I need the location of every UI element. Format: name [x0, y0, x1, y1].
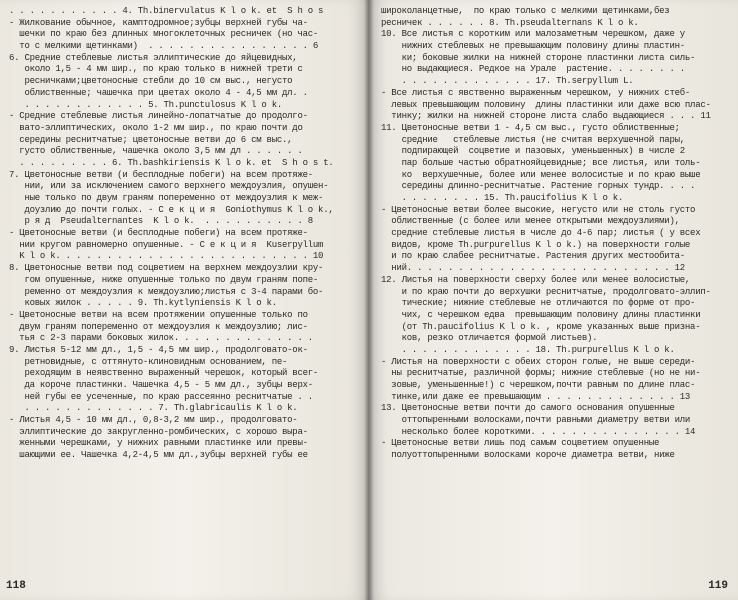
text-line: гом опушенные, ниже опушенные только по двум граням попе- [9, 274, 319, 285]
text-line: двум граням попеременно от междоузлия к междоузлию; лис- [9, 321, 308, 332]
right-page [369, 0, 738, 600]
text-line: нижних стеблевых не превышающим половину длины пластин- [381, 41, 685, 52]
text-line: 6. Средние стеблевые листья эллиптические до яйцевидных, [9, 52, 298, 63]
text-line: 9. Листья 5-12 мм дл., 1,5 - 4,5 мм шир., продолговато-ок- [9, 344, 308, 355]
text-line: . . . . . . . . . . . 4. Th.binervulatus K l o k. et S h o s [9, 6, 324, 16]
text-line: но выдающиеся. Редкое на Урале растение. . . . . . . . [381, 64, 685, 75]
text-line: нии кругом равномерно опушенные. - С е к ц и я Kuserpyllum [9, 239, 324, 250]
text-line: ны реснитчатые, различной формы; нижние стеблевые (но не ни- [381, 368, 701, 379]
text-line: ные только по двум граням попеременно от междоузлия к меж- [9, 193, 324, 203]
text-line: 8. Цветоносные ветви под соцветием на верхнем междоузлии кру- [9, 263, 324, 274]
text-line: (от Th.paucifolius K l o k. , кроме указанных выше призна- [381, 321, 701, 332]
text-line: полуоттопыренными волосками короче диаметра ветви, ниже [381, 450, 675, 461]
text-line: женными черешками, у нижних равными пластинке или превы- [9, 438, 308, 449]
text-line: нии, или за исключением самого верхнего междоузлия, опушен- [9, 181, 329, 192]
text-line: тья с 2-3 парами боковых жилок. . . . . . . . . . . . . . [9, 333, 313, 344]
text-line: густо облиственные, чашечка около 3,5 мм дл . . . . . . [9, 146, 303, 157]
text-line: 7. Цветоносные ветви (и бесплодные побеги) на всем протяже- [9, 169, 313, 180]
text-line: средние стеблевые листья (не считая верхушечной пары, [381, 134, 685, 145]
text-line: ретновидные, с оттянуто-клиновидным основанием, пе- [9, 356, 288, 367]
text-line: средние стеблевые листья в числе до 4-6 пар; листья ( у всех [381, 228, 701, 239]
left-page-number: 118 [6, 580, 26, 592]
text-line: ковых жилок . . . . . 9. Th.kytlyniensis K l o k. [9, 298, 277, 309]
text-line: то с мелкими щетинками) . . . . . . . . . . . . . . . . 6 [9, 41, 319, 52]
text-line: - Листья на поверхности с обеих сторон голые, не выше середи- [381, 356, 696, 367]
book-gutter [364, 0, 374, 600]
text-line: 10. Все листья с коротким или малозаметным черешком, даже у [381, 29, 685, 40]
text-line: несколько более короткими. . . . . . . . . . . . . . . 14 [381, 426, 696, 437]
text-line: широколанцетные, по краю только с мелкими щетинками,без [381, 6, 670, 16]
text-line: тинке,или даже ее превышающим . . . . . . . . . . . . . 13 [381, 391, 691, 402]
text-line: - Средние стеблевые листья линейно-лопатчатые до продолго- [9, 111, 308, 122]
text-line: ков, резко отличается формой листьев). [381, 333, 598, 344]
text-line: облиственные; чашечка при цветах около 4 - 4,5 мм дл. . [9, 87, 308, 98]
left-page-text [9, 6, 357, 462]
text-line: ней губы ее усеченные, по краю рассеянно реснитчатые . . [9, 391, 313, 402]
text-line: левых превышающим половину длины пластинки или даже всю плас- [381, 99, 711, 110]
text-line: - Все листья с явственно выраженным черешком, у нижних стеб- [381, 87, 691, 98]
text-line: ресничками;цветоносные стебли до 10 см выс., негусто [9, 76, 293, 87]
text-line: р я д Pseudalternantes K l o k. . . . . . . . . . . 8 [9, 216, 313, 227]
text-line: доузлию до почти голых. - С е к ц и я Goniothymus K l o k., [9, 204, 334, 215]
text-line: - Цветоносные ветви лишь под самым соцветием опушенные [381, 438, 660, 449]
text-line: . . . . . . . . . . . . . 18. Th.purpurellus K l o k. [381, 344, 675, 355]
text-line: вато-эллиптических, около 1-2 мм шир., по краю почти до [9, 122, 303, 133]
text-line: - Цветоносные ветви более высокие, негусто или не столь густо [381, 204, 696, 215]
text-line: оттопыренными волосками,почти равными диаметру ветви или [381, 415, 691, 426]
text-line: видов, кроме Th.purpurellus K l o k.) на поверхности голые [381, 239, 691, 250]
text-line: около 1,5 - 4 мм шир., по краю только в нижней трети с [9, 64, 303, 75]
text-line: . . . . . . . . 15. Th.paucifolius K l o k. [381, 193, 624, 203]
text-line: . . . . . . . . . . . . 5. Th.punctulosus K l o k. [9, 99, 282, 110]
text-line: ки; боковые жилки на нижней стороне пластинки листа силь- [381, 52, 696, 63]
text-line: зовые, уменьшенные!) с черешком,почти равным по длине плас- [381, 380, 696, 390]
text-line: и по краю слабее реснитчатые. Растения других местообита- [381, 251, 685, 262]
text-line: ко верхушечные, более или менее волосистые и по краю выше [381, 169, 701, 180]
text-line: . . . . . . . . . 6. Th.bashkiriensis K l o k. et S h o s t. [9, 157, 334, 168]
text-line: эллиптические до закругленно-ромбических, с хорошо выра- [9, 426, 308, 437]
text-line: - Листья 4,5 - 10 мм дл., 0,8-3,2 мм шир., продолговато- [9, 415, 298, 426]
text-line: облиственные (с более или менее открытыми междоузлиями), [381, 216, 680, 227]
text-line: - Цветоносные ветви (и бесплодные побеги) на всем протяже- [9, 228, 308, 239]
text-line: 12. Листья на поверхности сверху более или менее волосистые, [381, 274, 691, 285]
text-line: . . . . . . . . . . . . . 17. Th.serpyllum L. [381, 76, 634, 87]
right-page-text [381, 6, 730, 462]
text-line: ременно от междоузлия к междоузлию;листья с 3-4 парами бо- [9, 286, 324, 297]
text-line: да короче пластинки. Чашечка 4,5 - 5 мм дл., зубцы верх- [9, 380, 313, 390]
text-line: K l o k. . . . . . . . . . . . . . . . . . . . . . . . . 10 [9, 251, 324, 262]
text-line: . . . . . . . . . . . . . 7. Th.glabricaulis K l o k. [9, 403, 298, 414]
text-line: ресничек . . . . . . 8. Th.pseudalternans K l o k. [381, 17, 639, 28]
text-line: 13. Цветоносные ветви почти до самого основания опушенные [381, 403, 675, 414]
text-line: ний. . . . . . . . . . . . . . . . . . . . . . . . . . 12 [381, 263, 685, 274]
text-line: шечки по краю без длинных многоклеточных ресничек (но час- [9, 29, 319, 40]
text-line: середины реснитчатые; цветоносные ветви до 6 см выс., [9, 134, 293, 145]
text-line: середины длинно-реснитчатые. Растение горных тундр. . . . [381, 181, 696, 192]
text-line: тинку; жилки на нижней стороне листа слабо выдающиеся . . . 11 [381, 111, 711, 122]
text-line: чих, с черешком едва превышающим половину длины пластинки [381, 309, 701, 320]
text-line: шающими ее. Чашечка 4,2-4,5 мм дл.,зубцы верхней губы ее [9, 450, 308, 461]
text-line: реходящим в неявственно выраженный черешок, который всег- [9, 368, 319, 379]
text-line: - Цветоносные ветви на всем протяжении опушенные только по [9, 309, 308, 320]
text-line: пар больше частью обратнояйцевидные; все листья, или толь- [381, 157, 701, 168]
text-line: - Жилкование обычное, камптодромное;зубцы верхней губы ча- [9, 17, 308, 28]
right-page-number: 119 [708, 580, 728, 592]
text-line: и по краю почти до верхушки реснитчатые, продолговато-эллип- [381, 286, 711, 297]
text-line: 11. Цветоносные ветви 1 - 4,5 см выс., густо облиственные; [381, 122, 680, 133]
text-line: подпирающей соцветие и пазовых, уменьшенных) в числе 2 [381, 146, 685, 157]
text-line: тические; нижние стеблевые не отличаются по форме от про- [381, 298, 696, 309]
